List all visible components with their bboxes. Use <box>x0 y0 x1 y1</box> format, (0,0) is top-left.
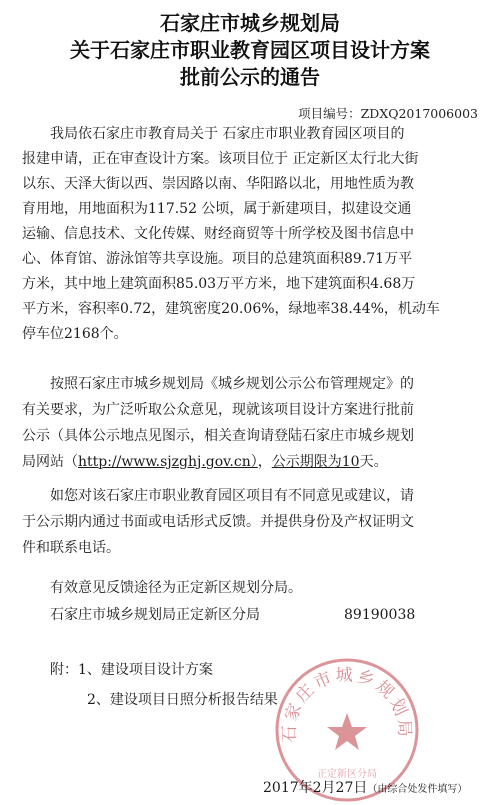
contact-organization: 石家庄市城乡规划局正定新区分局 <box>22 607 260 623</box>
paragraph-1-line: 停车位2168个。 <box>22 326 128 342</box>
paragraph-1-line: 方米，其中地上建筑面积85.03万平方米，地下建筑面积4.68万 <box>22 276 416 292</box>
attachment-2: 2、建设项目日照分析报告结果 <box>87 692 278 708</box>
paragraph-1-line: 以东、天泽大街以西、崇因路以南、华阳路以北，用地性质为教 <box>22 176 414 192</box>
paragraph-3-line: 件和联系电话。 <box>22 540 120 556</box>
paragraph-1-line: 心、体育馆、游泳馆等共享设施。项目的总建筑面积89.71万平 <box>22 251 413 267</box>
title-line-3: 批前公示的通告 <box>180 65 320 89</box>
attachment-1: 附：1、建设项目设计方案 <box>22 662 213 678</box>
link-suffix: ， <box>257 454 272 470</box>
link-prefix: 局网站（ <box>22 454 78 470</box>
paragraph-1-line: 育用地，用地面积为117.52 公顷，属于新建项目，拟建设交通 <box>22 201 412 217</box>
paragraph-2-line: 按照石家庄市城乡规划局《城乡规划公示公布管理规定》的 <box>22 376 414 392</box>
project-code: 项目编号：ZDXQ2017006003 <box>298 106 478 121</box>
paragraph-2-line: 公示（具体公示地点见图示，相关查询请登陆石家庄市城乡规划 <box>22 428 414 444</box>
paragraph-2-line: 有关要求，为广泛听取公众意见，现就该项目设计方案进行批前 <box>22 402 414 418</box>
paragraph-3-line: 如您对该石家庄市职业教育园区项目有不同意见或建议，请 <box>22 488 414 504</box>
feedback-channel: 有效意见反馈途径为正定新区规划分局。 <box>22 580 302 596</box>
date-text: 2017年2月27日 <box>263 780 368 796</box>
date-note: （由综合处发件填写） <box>367 784 468 795</box>
paragraph-1-line: 报建申请，正在审查设计方案。该项目位于 正定新区太行北大街 <box>22 151 419 167</box>
contact-phone: 89190038 <box>344 607 416 623</box>
paragraph-3-line: 于公示期内通过书面或电话形式反馈。并提供身份及产权证明文 <box>22 514 414 530</box>
svg-text:正定新区分局: 正定新区分局 <box>317 769 377 780</box>
title-line-1: 石家庄市城乡规划局 <box>160 11 340 35</box>
publicity-period-end: 天。 <box>359 454 388 470</box>
publicity-period: 公示期限为10 <box>271 454 360 470</box>
paragraph-1-line: 运输、信息技术、文化传媒、财经商贸等十所学校及图书信息中 <box>22 226 414 242</box>
paragraph-1-line: 我局依石家庄市教育局关于 石家庄市职业教育园区项目的 <box>22 126 405 142</box>
document-date <box>263 777 467 797</box>
website-link[interactable]: http://www.sjzghj.gov.cn） <box>78 454 258 470</box>
title-line-2: 关于石家庄市职业教育园区项目设计方案 <box>70 38 430 62</box>
paragraph-2-line-with-link <box>22 453 482 472</box>
paragraph-1-line: 平方米，容积率0.72，建筑密度20.06%，绿地率38.44%，机动车 <box>22 301 440 317</box>
svg-text:石家庄市城乡规划局: 石家庄市城乡规划局 <box>279 665 415 743</box>
